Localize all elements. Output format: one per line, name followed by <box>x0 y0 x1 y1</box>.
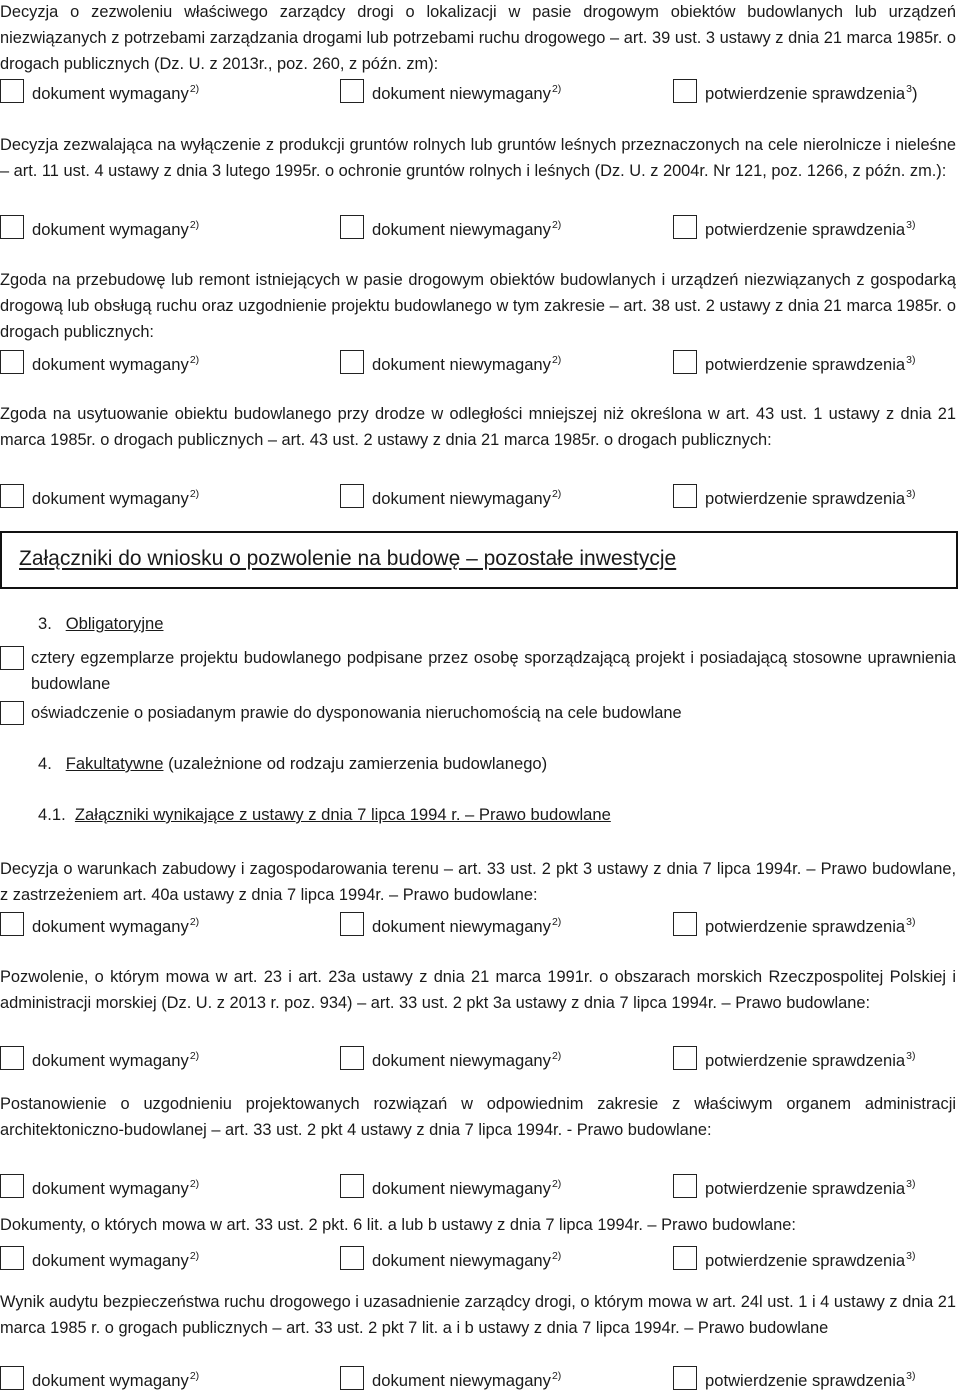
paragraph-maritime-permit: Pozwolenie, o którym mowa w art. 23 i art. 23a ustawy z dnia 21 marca 1991r. o obszarach morskich Rzeczpospolitej Polskiej i administracji morskiej (Dz. U. z 2013 r. poz. 934) – art. 33 ust. 2 pkt 3a ustawy z dnia 7 lipca 1994r. – Prawo budowlane: <box>0 968 956 1012</box>
option-required[interactable]: dokument wymagany 2) <box>0 1243 199 1271</box>
checkbox[interactable] <box>340 1366 364 1390</box>
option-verification[interactable]: potwierdzenie sprawdzenia 3) <box>673 347 916 375</box>
checkbox[interactable] <box>340 1046 364 1070</box>
option-not-required[interactable]: dokument niewymagany 2) <box>340 481 561 509</box>
obligatory-item-2[interactable]: oświadczenie o posiadanym prawie do dysponowania nieruchomością na cele budowlane <box>0 701 960 727</box>
paragraph-development-conditions: Decyzja o warunkach zabudowy i zagospodarowania terenu – art. 33 ust. 2 pkt 3 ustawy z dnia 7 lipca 1994r. – Prawo budowlane, z zastrzeżeniem art. 40a ustawy z dnia 7 lipca 1994r. – Prawo budowlane: <box>0 860 956 904</box>
option-required[interactable]: dokument wymagany 2) <box>0 481 199 509</box>
checkbox[interactable] <box>340 350 364 374</box>
section-heading-box <box>0 531 958 589</box>
option-verification[interactable]: potwierdzenie sprawdzenia 3 ) <box>673 76 918 104</box>
checkbox[interactable] <box>340 484 364 508</box>
option-not-required[interactable]: dokument niewymagany 2) <box>340 76 561 104</box>
options-row-7 <box>0 1171 960 1199</box>
section-heading: Załączniki do wniosku o pozwolenie na budowę – pozostałe inwestycje <box>19 547 677 570</box>
option-required[interactable]: dokument wymagany 2) <box>0 1363 199 1391</box>
options-row-9 <box>0 1363 960 1391</box>
obligatory-item-1[interactable]: cztery egzemplarze projektu budowlanego podpisane przez osobę sporządzającą projekt i posiadającą stosowne uprawnienia budowlane <box>0 646 960 698</box>
checkbox[interactable] <box>673 79 697 103</box>
checkbox[interactable] <box>340 215 364 239</box>
option-verification[interactable]: potwierdzenie sprawdzenia 3) <box>673 212 916 240</box>
option-not-required[interactable]: dokument niewymagany 2) <box>340 1043 561 1071</box>
options-row-4 <box>0 481 960 509</box>
option-not-required[interactable]: dokument niewymagany 2) <box>340 212 561 240</box>
section-4-1-title: 4.1. Załączniki wynikające z ustawy z dnia 7 lipca 1994 r. – Prawo budowlane <box>38 805 611 824</box>
checkbox[interactable] <box>0 79 24 103</box>
checkbox[interactable] <box>0 1246 24 1270</box>
paragraph-road-safety-audit: Wynik audytu bezpieczeństwa ruchu drogowego i uzasadnienie zarządcy drogi, o którym mowa w art. 24l ust. 1 i 4 ustawy z dnia 21 marca 1985 r. o grogach publicznych – art. 33 ust. 2 pkt 7 lit. a i b ustawy z dnia 7 lipca 1994r. – Prawo budowlane <box>0 1293 956 1337</box>
checkbox[interactable] <box>0 1046 24 1070</box>
paragraph-location-consent: Zgoda na usytuowanie obiektu budowlanego przy drodze w odległości mniejszej niż określona w art. 43 ust. 1 ustawy z dnia 21 marca 1985r. o drogach publicznych – art. 43 ust. 2 ustawy z dnia 21 marca 1985r. o drogach publicznych: <box>0 405 956 449</box>
option-verification[interactable]: potwierdzenie sprawdzenia 3) <box>673 481 916 509</box>
checkbox[interactable] <box>340 1246 364 1270</box>
checkbox[interactable] <box>0 1366 24 1390</box>
checkbox[interactable] <box>340 912 364 936</box>
checkbox[interactable] <box>673 1046 697 1070</box>
options-row-6 <box>0 1043 960 1071</box>
option-not-required[interactable]: dokument niewymagany 2) <box>340 1243 561 1271</box>
checkbox[interactable] <box>0 701 24 725</box>
section-3-title: 3. Obligatoryjne <box>38 614 164 633</box>
option-required[interactable]: dokument wymagany 2) <box>0 1043 199 1071</box>
checkbox[interactable] <box>0 646 24 670</box>
checkbox[interactable] <box>0 350 24 374</box>
option-required[interactable]: dokument wymagany 2) <box>0 212 199 240</box>
paragraph-reconstruction-consent: Zgoda na przebudowę lub remont istniejących w pasie drogowym obiektów budowlanych i urządzeń niezwiązanych z gospodarką drogową lub obsługą ruchu oraz uzgodnienie projektu budowlanego w tym zakresie – art. 38 ust. 2 ustawy z dnia 21 marca 1985r. o drogach publicznych: <box>0 271 956 341</box>
paragraph-documents: Dokumenty, o których mowa w art. 33 ust. 2 pkt. 6 lit. a lub b ustawy z dnia 7 lipca 1994r. – Prawo budowlane: <box>0 1216 796 1234</box>
options-row-2 <box>0 212 960 240</box>
option-verification[interactable]: potwierdzenie sprawdzenia 3) <box>673 909 916 937</box>
option-not-required[interactable]: dokument niewymagany 2) <box>340 1363 561 1391</box>
option-verification[interactable]: potwierdzenie sprawdzenia 3) <box>673 1363 916 1391</box>
checkbox[interactable] <box>673 1246 697 1270</box>
checkbox[interactable] <box>673 350 697 374</box>
checkbox[interactable] <box>673 484 697 508</box>
options-row-1 <box>0 76 960 104</box>
option-not-required[interactable]: dokument niewymagany 2) <box>340 1171 561 1199</box>
option-required[interactable]: dokument wymagany 2) <box>0 76 199 104</box>
checkbox[interactable] <box>673 1174 697 1198</box>
checkbox[interactable] <box>0 1174 24 1198</box>
checkbox[interactable] <box>340 1174 364 1198</box>
paragraph-architectural-agreement: Postanowienie o uzgodnieniu projektowanych rozwiązań w odpowiednim zakresie z właściwym organem administracji architektoniczno-budowlanej – art. 33 ust. 2 pkt 4 ustawy z dnia 7 lipca 1994r. - Prawo budowlane: <box>0 1095 956 1139</box>
checkbox[interactable] <box>0 484 24 508</box>
option-required[interactable]: dokument wymagany 2) <box>0 1171 199 1199</box>
options-row-3 <box>0 347 960 375</box>
option-verification[interactable]: potwierdzenie sprawdzenia 3) <box>673 1243 916 1271</box>
checkbox[interactable] <box>673 215 697 239</box>
option-verification[interactable]: potwierdzenie sprawdzenia 3) <box>673 1043 916 1071</box>
checkbox[interactable] <box>673 1366 697 1390</box>
option-not-required[interactable]: dokument niewymagany 2) <box>340 347 561 375</box>
options-row-8 <box>0 1243 960 1271</box>
option-not-required[interactable]: dokument niewymagany 2) <box>340 909 561 937</box>
option-verification[interactable]: potwierdzenie sprawdzenia 3) <box>673 1171 916 1199</box>
checkbox[interactable] <box>0 215 24 239</box>
option-required[interactable]: dokument wymagany 2) <box>0 909 199 937</box>
paragraph-land-exclusion: Decyzja zezwalająca na wyłączenie z produkcji gruntów rolnych lub gruntów leśnych przeznaczonych na cele nierolnicze i nieleśne – art. 11 ust. 4 ustawy z dnia 3 lutego 1995r. o ochronie gruntów rolnych i leśnych (Dz. U. z 2004r. Nr 121, poz. 1266, z późn. zm.): <box>0 136 956 180</box>
option-required[interactable]: dokument wymagany 2) <box>0 347 199 375</box>
section-4-title: 4. Fakultatywne (uzależnione od rodzaju zamierzenia budowlanego) <box>38 754 548 773</box>
paragraph-road-permit: Decyzja o zezwoleniu właściwego zarządcy drogi o lokalizacji w pasie drogowym obiektów budowlanych lub urządzeń niezwiązanych z potrzebami zarządzania drogami lub potrzebami ruchu drogowego – art. 39 ust. 3 ustawy z dnia 21 marca 1985r. o drogach publicznych (Dz. U. z 2013r., poz. 260, z późn. zm): <box>0 3 956 73</box>
checkbox[interactable] <box>0 912 24 936</box>
options-row-5 <box>0 909 960 937</box>
checkbox[interactable] <box>673 912 697 936</box>
checkbox[interactable] <box>340 79 364 103</box>
